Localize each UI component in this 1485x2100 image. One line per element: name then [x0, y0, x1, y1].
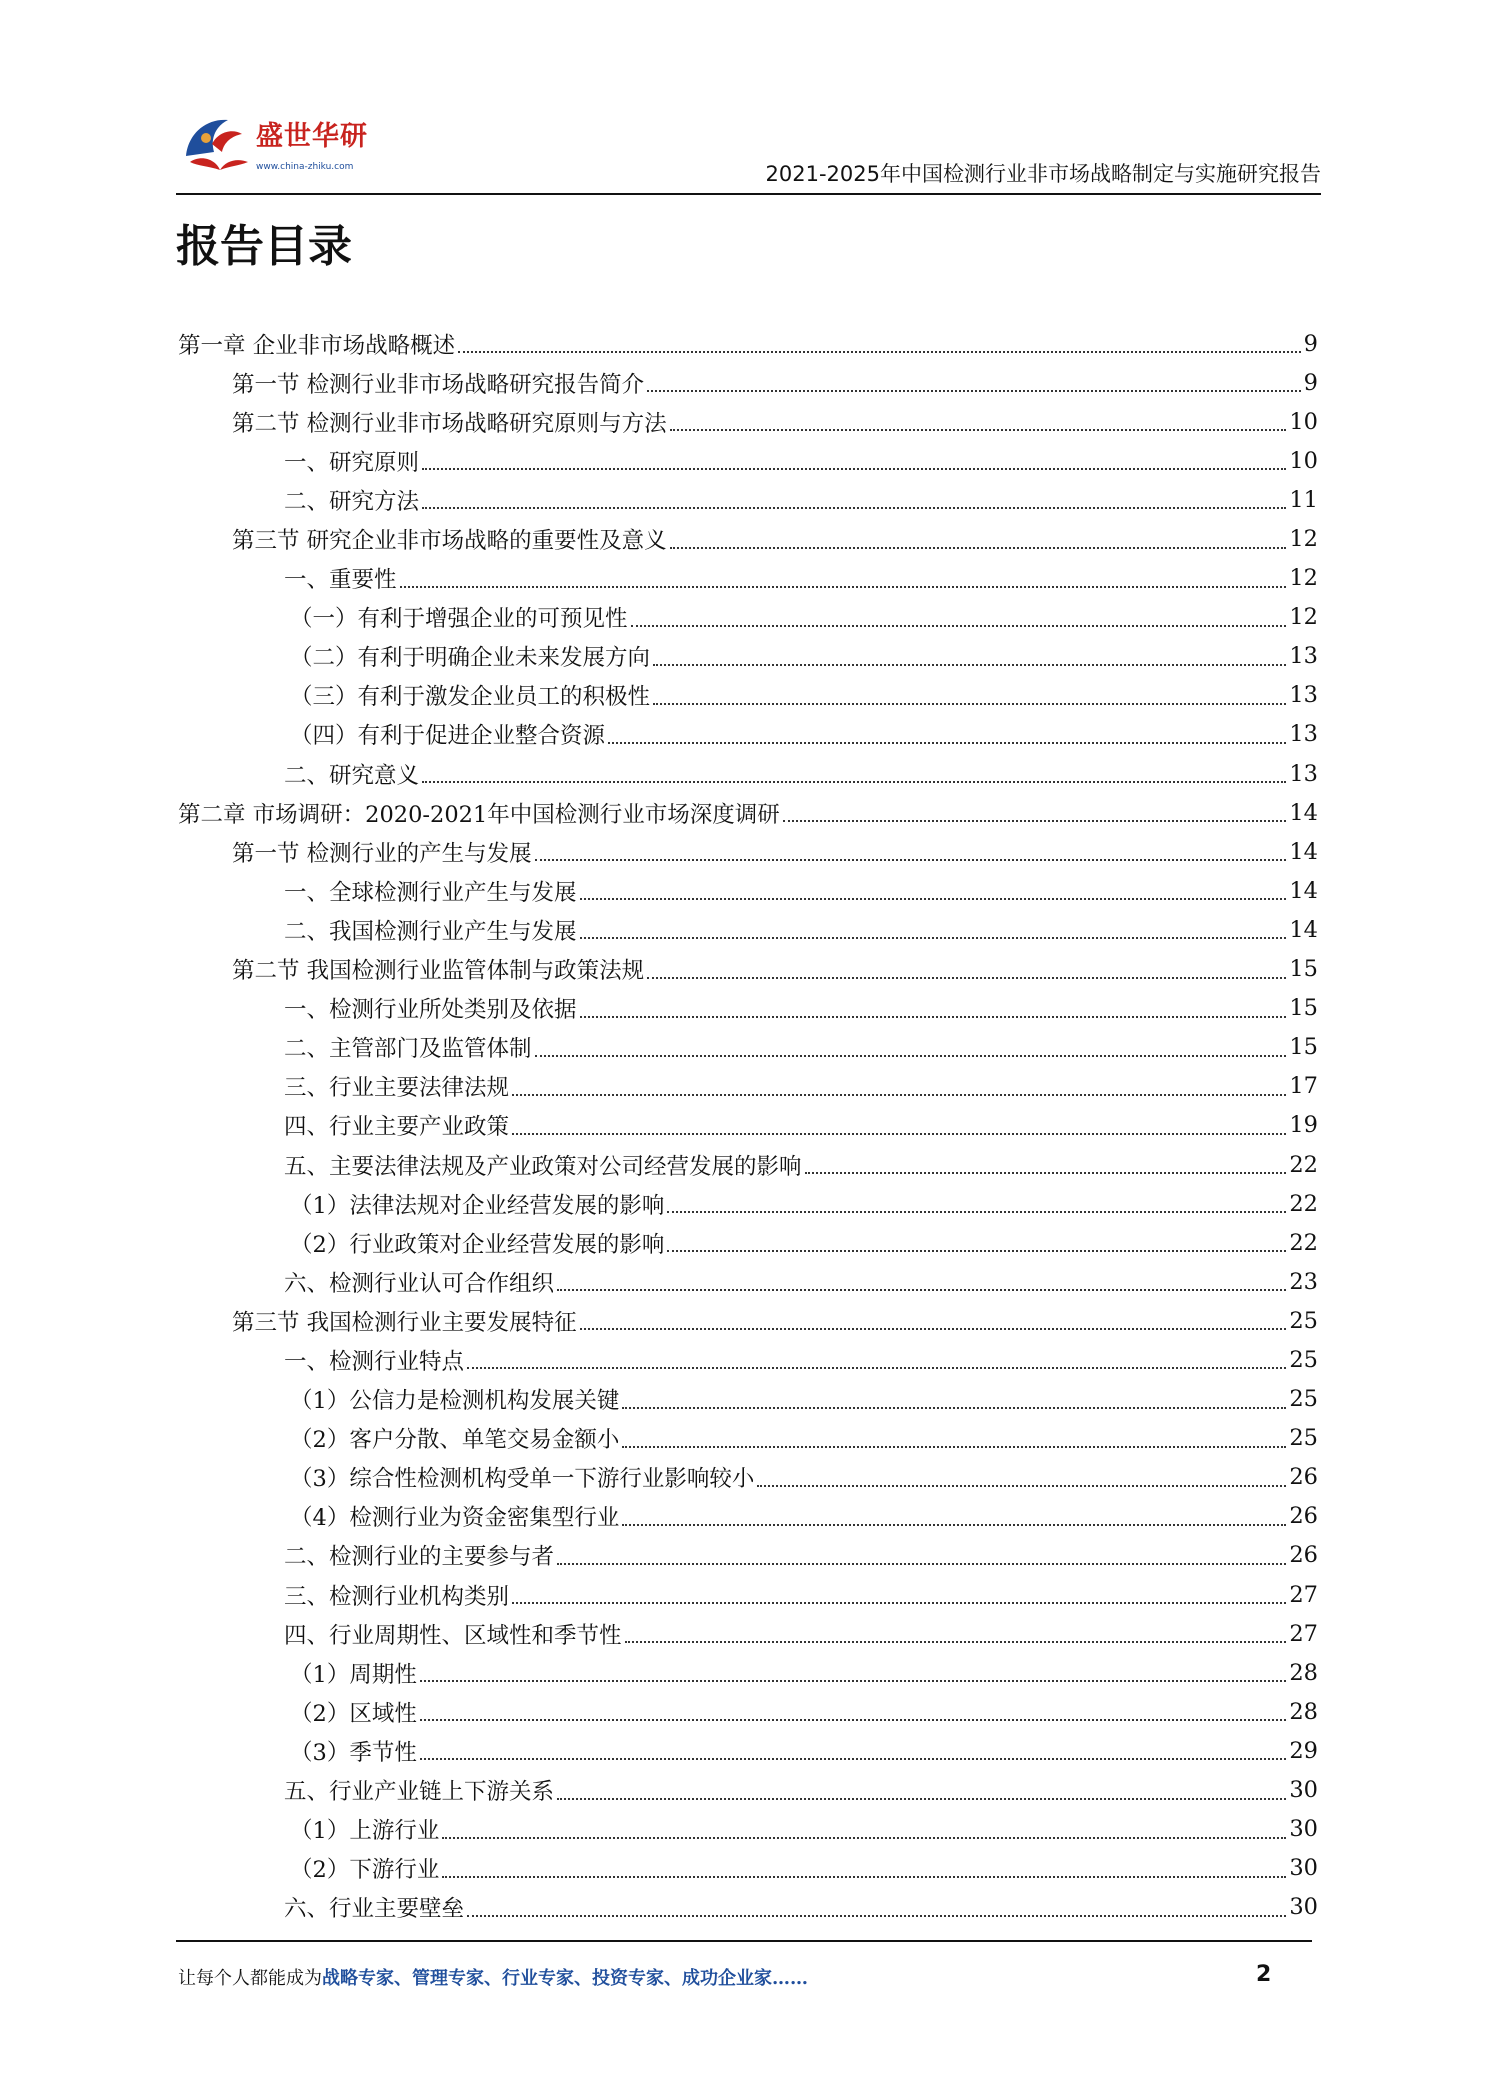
toc-entry-page: 14 [1289, 877, 1318, 904]
toc-entry-page: 22 [1289, 1190, 1318, 1217]
toc-leader-dots [420, 1679, 1287, 1682]
toc-leader-dots [580, 936, 1287, 939]
toc-leader-dots [631, 624, 1287, 627]
toc-entry[interactable] [178, 1262, 1318, 1301]
toc-entry-page: 25 [1289, 1307, 1318, 1334]
toc-entry[interactable] [178, 637, 1318, 676]
toc-entry-page: 28 [1289, 1659, 1318, 1686]
toc-entry-page: 27 [1289, 1620, 1318, 1647]
toc-entry-label: （3）季节性 [290, 1739, 417, 1766]
toc-entry[interactable] [178, 715, 1318, 754]
toc-entry-page: 15 [1289, 995, 1318, 1022]
toc-leader-dots [757, 1484, 1286, 1487]
toc-entry-label: （1）公信力是检测机构发展关键 [290, 1388, 620, 1415]
toc-entry-page: 30 [1289, 1855, 1318, 1882]
toc-entry-page: 13 [1289, 643, 1318, 670]
toc-entry-label: 三、检测行业机构类别 [284, 1583, 510, 1610]
toc-entry[interactable] [178, 989, 1318, 1028]
toc-entry[interactable] [178, 1770, 1318, 1809]
toc-entry-label: 四、行业周期性、区域性和季节性 [284, 1622, 622, 1649]
toc-leader-dots [783, 819, 1287, 822]
toc-entry-page: 12 [1289, 604, 1318, 631]
toc-leader-dots [458, 350, 1301, 353]
toc-entry-label: 四、行业主要产业政策 [284, 1114, 510, 1141]
toc-entry-page: 30 [1289, 1894, 1318, 1921]
toc-entry[interactable] [178, 1067, 1318, 1106]
toc-entry-page: 14 [1289, 799, 1318, 826]
toc-entry[interactable] [178, 1536, 1318, 1575]
toc-entry-label: （1）法律法规对企业经营发展的影响 [290, 1192, 665, 1219]
toc-entry-label: （2）客户分散、单笔交易金额小 [290, 1427, 620, 1454]
toc-entry[interactable] [178, 950, 1318, 989]
toc-entry[interactable] [178, 1419, 1318, 1458]
toc-leader-dots [653, 663, 1286, 666]
toc-entry-label: 一、研究原则 [284, 449, 420, 476]
toc-leader-dots [467, 1914, 1286, 1917]
toc-leader-dots [557, 1562, 1286, 1565]
toc-entry-page: 28 [1289, 1698, 1318, 1725]
toc-entry[interactable] [178, 480, 1318, 519]
toc-entry-page: 23 [1289, 1268, 1318, 1295]
toc-leader-dots [557, 1797, 1286, 1800]
toc-entry-label: 二、研究意义 [284, 762, 420, 789]
toc-entry[interactable] [178, 1028, 1318, 1067]
toc-leader-dots [512, 1132, 1286, 1135]
toc-entry[interactable] [178, 1184, 1318, 1223]
toc-entry-page: 26 [1289, 1542, 1318, 1569]
toc-entry-page: 9 [1303, 330, 1318, 357]
toc-entry-page: 15 [1289, 956, 1318, 983]
toc-entry-page: 27 [1289, 1581, 1318, 1608]
toc-leader-dots [667, 1210, 1286, 1213]
toc-entry-label: 第三节 我国检测行业主要发展特征 [232, 1309, 577, 1336]
toc-entry[interactable] [178, 1223, 1318, 1262]
toc-entry[interactable] [178, 324, 1318, 363]
toc-leader-dots [422, 780, 1286, 783]
toc-entry[interactable] [178, 871, 1318, 910]
toc-leader-dots [625, 1640, 1287, 1643]
toc-leader-dots [420, 1757, 1287, 1760]
toc-entry-page: 25 [1289, 1346, 1318, 1373]
footer-lead: 让每个人都能成为 [178, 1968, 322, 1989]
toc-entry[interactable] [178, 1614, 1318, 1653]
toc-entry[interactable] [178, 559, 1318, 598]
page-number: 2 [1256, 1962, 1272, 1987]
toc-entry-label: （4）检测行业为资金密集型行业 [290, 1505, 620, 1532]
toc-leader-dots [670, 546, 1287, 549]
toc-leader-dots [420, 1718, 1287, 1721]
toc-entry-page: 15 [1289, 1034, 1318, 1061]
toc-entry[interactable] [178, 1575, 1318, 1614]
toc-entry-label: 二、我国检测行业产生与发展 [284, 918, 577, 945]
toc-entry-label: （2）行业政策对企业经营发展的影响 [290, 1231, 665, 1258]
toc-entry[interactable] [178, 754, 1318, 793]
toc-entry-page: 12 [1289, 526, 1318, 553]
toc-entry[interactable] [178, 363, 1318, 402]
report-title: 2021-2025年中国检测行业非市场战略制定与实施研究报告 [765, 162, 1321, 186]
toc-entry-label: （3）综合性检测机构受单一下游行业影响较小 [290, 1466, 755, 1493]
toc-entry-label: 第二节 我国检测行业监管体制与政策法规 [232, 958, 645, 985]
toc-leader-dots [580, 1327, 1287, 1330]
toc-leader-dots [580, 1015, 1287, 1018]
toc-entry-label: （2）下游行业 [290, 1857, 440, 1884]
toc-entry-label: 五、行业产业链上下游关系 [284, 1779, 555, 1806]
toc-entry[interactable] [178, 676, 1318, 715]
toc-leader-dots [535, 858, 1287, 861]
toc-leader-dots [580, 897, 1287, 900]
toc-entry-label: 第一章 企业非市场战略概述 [178, 332, 456, 359]
toc-entry-label: 一、检测行业特点 [284, 1348, 465, 1375]
toc-entry-page: 9 [1303, 369, 1318, 396]
toc-entry-label: （1）上游行业 [290, 1818, 440, 1845]
toc-entry-page: 17 [1289, 1073, 1318, 1100]
toc-entry-label: 二、检测行业的主要参与者 [284, 1544, 555, 1571]
toc-leader-dots [647, 976, 1286, 979]
toc-entry-label: 一、重要性 [284, 567, 397, 594]
toc-entry-label: （1）周期性 [290, 1661, 417, 1688]
toc-leader-dots [622, 1445, 1286, 1448]
toc-leader-dots [422, 467, 1286, 470]
toc-entry-label: （一）有利于增强企业的可预见性 [290, 606, 628, 633]
toc-entry[interactable] [178, 598, 1318, 637]
footer-divider [176, 1940, 1312, 1942]
toc-entry-page: 13 [1289, 760, 1318, 787]
toc-leader-dots [400, 585, 1287, 588]
toc-entry-label: （二）有利于明确企业未来发展方向 [290, 645, 651, 672]
toc-entry[interactable] [178, 1731, 1318, 1770]
toc-entry[interactable] [178, 1888, 1318, 1927]
toc-leader-dots [467, 1366, 1286, 1369]
toc-entry[interactable] [178, 832, 1318, 871]
logo-emblem-icon [176, 104, 256, 184]
toc-leader-dots [512, 1093, 1286, 1096]
toc-entry-page: 29 [1289, 1737, 1318, 1764]
toc-entry-page: 14 [1289, 916, 1318, 943]
toc-entry-page: 11 [1289, 486, 1318, 513]
toc-entry-label: 二、研究方法 [284, 488, 420, 515]
toc-leader-dots [442, 1875, 1286, 1878]
toc-entry-page: 19 [1289, 1112, 1318, 1139]
toc-entry-label: 第二章 市场调研：2020-2021年中国检测行业市场深度调研 [178, 801, 780, 828]
toc-entry[interactable] [178, 793, 1318, 832]
toc-entry-page: 30 [1289, 1816, 1318, 1843]
toc-entry-label: （2）区域性 [290, 1700, 417, 1727]
toc-leader-dots [647, 389, 1301, 392]
toc-entry[interactable] [178, 1849, 1318, 1888]
toc-entry-page: 10 [1289, 408, 1318, 435]
toc-entry-page: 25 [1289, 1425, 1318, 1452]
toc-entry[interactable] [178, 1458, 1318, 1497]
toc-leader-dots [653, 702, 1286, 705]
toc-leader-dots [670, 428, 1287, 431]
toc-entry[interactable] [178, 1380, 1318, 1419]
toc-entry-label: 第三节 研究企业非市场战略的重要性及意义 [232, 528, 667, 555]
toc-entry-label: 六、检测行业认可合作组织 [284, 1270, 555, 1297]
page-header [176, 100, 1321, 196]
toc-entry[interactable] [178, 1497, 1318, 1536]
toc-entry-label: （四）有利于促进企业整合资源 [290, 723, 606, 750]
toc-leader-dots [512, 1601, 1286, 1604]
toc-leader-dots [422, 506, 1286, 509]
toc-leader-dots [805, 1171, 1287, 1174]
toc-entry-label: 二、主管部门及监管体制 [284, 1036, 532, 1063]
toc-entry[interactable] [178, 441, 1318, 480]
company-logo [176, 104, 396, 184]
toc-entry-page: 10 [1289, 447, 1318, 474]
footer-slogan [178, 1964, 808, 1990]
toc-entry[interactable] [178, 402, 1318, 441]
toc-entry-label: 第二节 检测行业非市场战略研究原则与方法 [232, 410, 667, 437]
toc-entry[interactable] [178, 1106, 1318, 1145]
toc-entry-page: 13 [1289, 721, 1318, 748]
toc-entry-page: 22 [1289, 1151, 1318, 1178]
toc-entry-page: 26 [1289, 1503, 1318, 1530]
toc-entry-label: 五、主要法律法规及产业政策对公司经营发展的影响 [284, 1153, 802, 1180]
toc-entry-page: 22 [1289, 1229, 1318, 1256]
toc-entry[interactable] [178, 1653, 1318, 1692]
logo-url: www.china-zhiku.com [256, 162, 354, 172]
toc-entry[interactable] [178, 1145, 1318, 1184]
footer-roles: 战略专家、管理专家、行业专家、投资专家、成功企业家…… [322, 1968, 808, 1989]
toc-entry[interactable] [178, 1810, 1318, 1849]
header-divider [176, 193, 1321, 195]
toc-entry-label: （三）有利于激发企业员工的积极性 [290, 684, 651, 711]
toc-entry-label: 第一节 检测行业的产生与发展 [232, 840, 532, 867]
toc-leader-dots [535, 1054, 1287, 1057]
toc-leader-dots [442, 1836, 1286, 1839]
toc-entry-page: 12 [1289, 565, 1318, 592]
toc-entry-page: 30 [1289, 1777, 1318, 1804]
toc-entry-page: 26 [1289, 1464, 1318, 1491]
toc-entry-label: 六、行业主要壁垒 [284, 1896, 465, 1923]
toc-entry[interactable] [178, 1340, 1318, 1379]
toc-entry[interactable] [178, 1692, 1318, 1731]
toc-leader-dots [557, 1288, 1286, 1291]
toc-entry-page: 25 [1289, 1386, 1318, 1413]
toc-entry-label: 一、检测行业所处类别及依据 [284, 997, 577, 1024]
toc-entry-label: 三、行业主要法律法规 [284, 1075, 510, 1102]
logo-text: 盛世华研 [256, 121, 368, 152]
toc-entry-page: 13 [1289, 682, 1318, 709]
toc-entry-label: 一、全球检测行业产生与发展 [284, 879, 577, 906]
toc-leader-dots [608, 741, 1286, 744]
toc-entry-page: 14 [1289, 838, 1318, 865]
toc-entry[interactable] [178, 1301, 1318, 1340]
toc-leader-dots [667, 1249, 1286, 1252]
toc-entry[interactable] [178, 519, 1318, 558]
toc-leader-dots [622, 1523, 1286, 1526]
toc-entry[interactable] [178, 910, 1318, 949]
page-title: 报告目录 [176, 221, 352, 272]
toc-entry-label: 第一节 检测行业非市场战略研究报告简介 [232, 371, 645, 398]
toc-leader-dots [622, 1406, 1286, 1409]
table-of-contents [178, 324, 1318, 1927]
